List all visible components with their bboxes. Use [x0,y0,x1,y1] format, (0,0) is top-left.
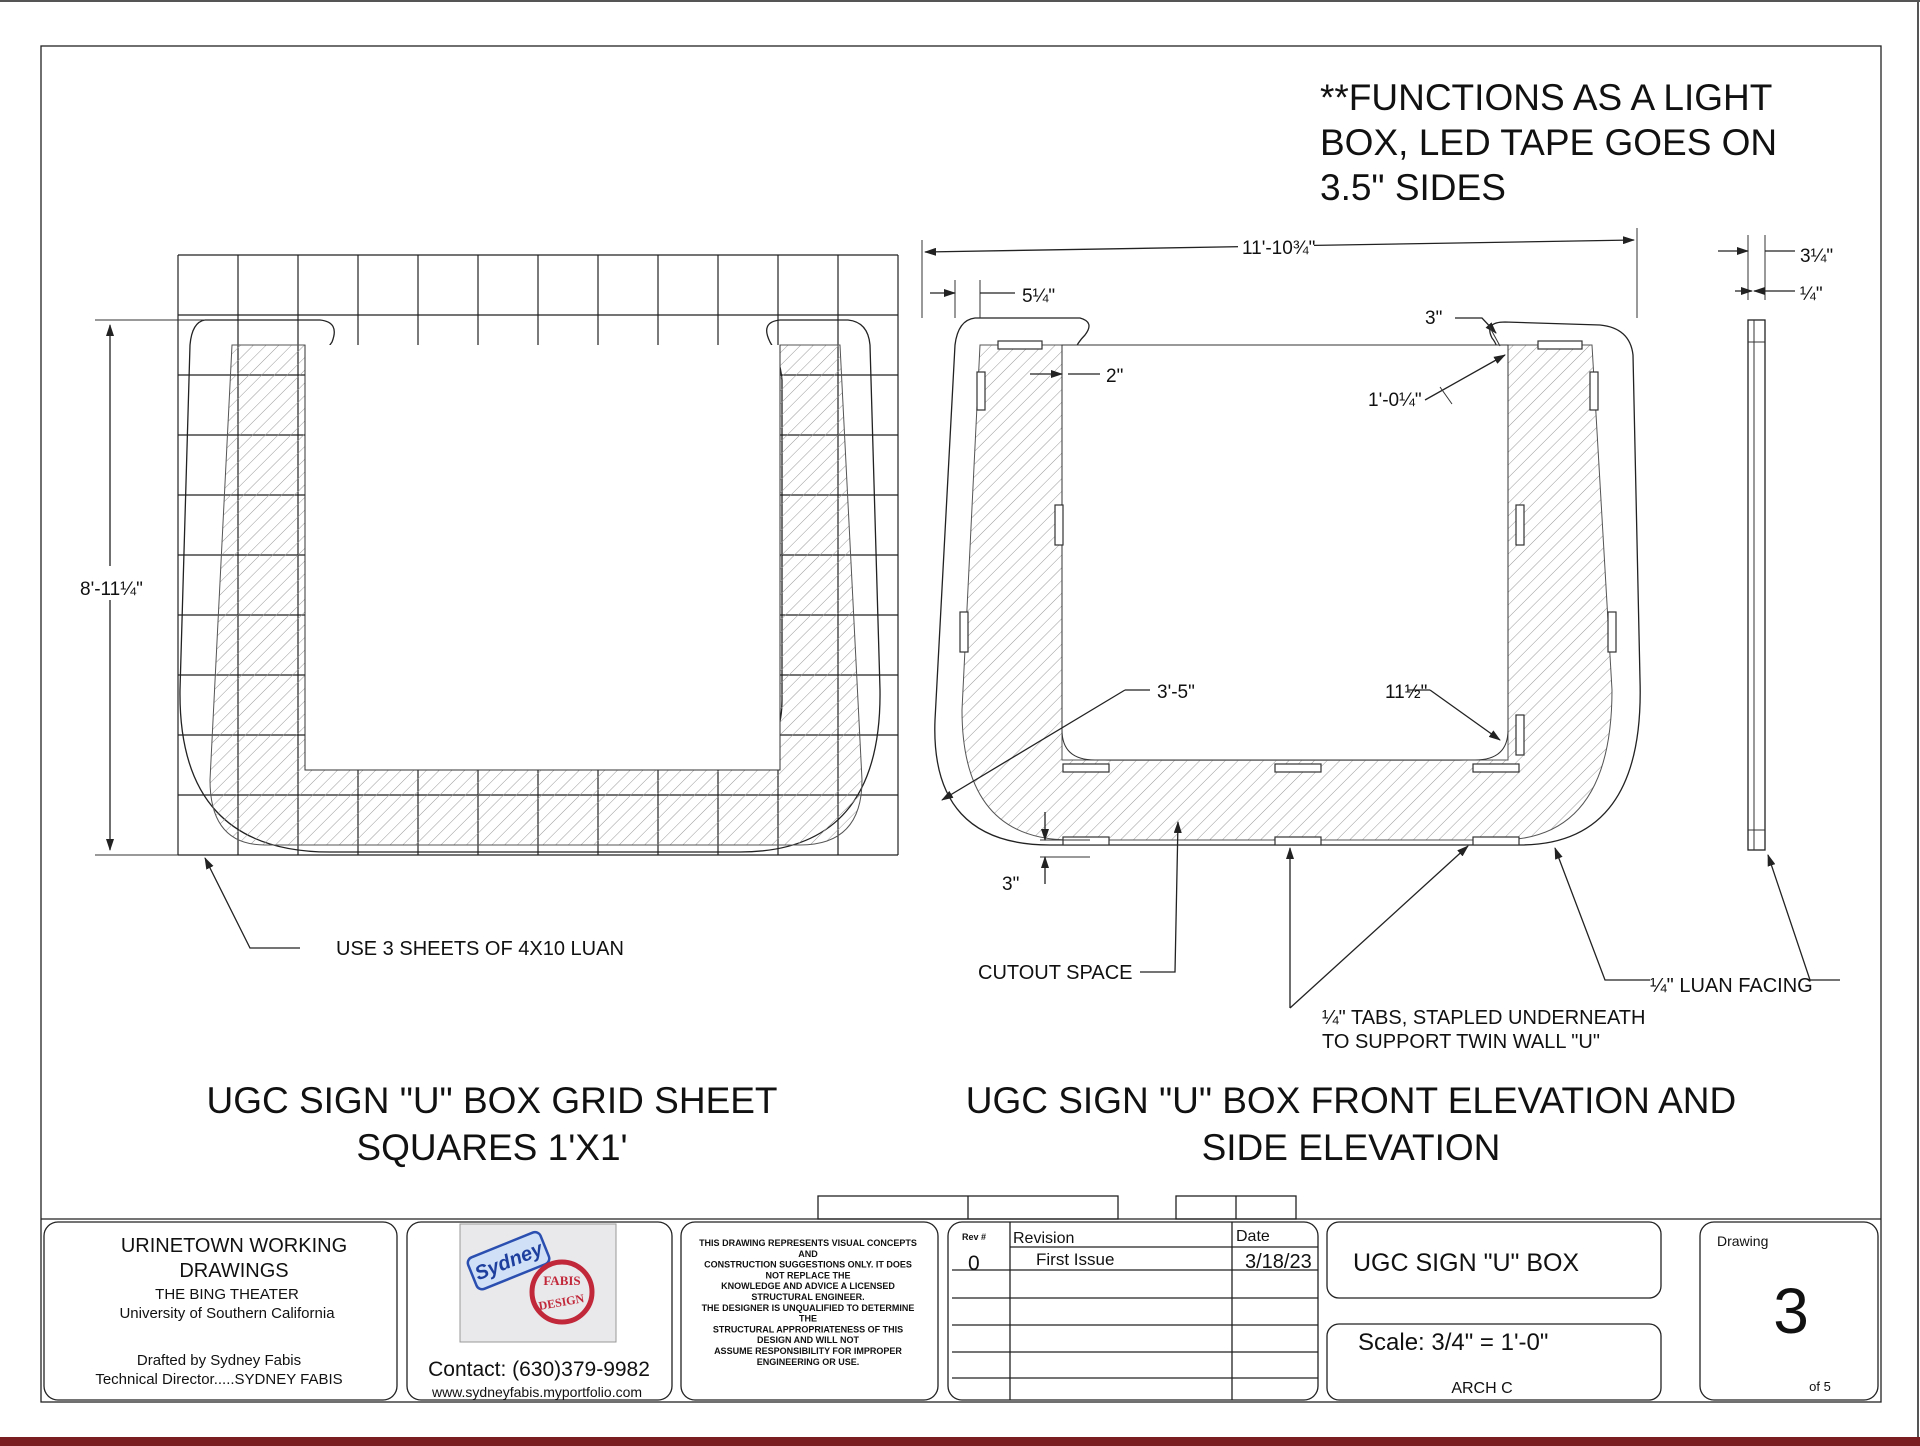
front-elevation-title-1: UGC SIGN "U" BOX FRONT ELEVATION AND [965,1080,1737,1121]
disclaimer-line: NOT REPLACE THE [765,1270,851,1281]
logo-word-1: Sydney [471,1238,547,1286]
grid-sheet-view [74,255,898,1168]
grid-luan-callout: USE 3 SHEETS OF 4X10 LUAN [336,938,624,960]
technical-director: Technical Director.....SYDNEY FABIS [95,1371,343,1388]
university-name: University of Southern California [119,1305,335,1322]
front-elevation-view [922,228,1813,1168]
drawing-label: Drawing [1717,1233,1769,1249]
callout-facing: ¼" LUAN FACING [1650,975,1813,997]
disclaimer-text [699,1238,917,1367]
note-line-1: **FUNCTIONS AS A LIGHT [1320,77,1773,118]
disclaimer-line: ENGINEERING OR USE. [756,1356,860,1367]
disclaimer-line: DESIGN AND WILL NOT [757,1335,859,1346]
sheet-title: UGC SIGN "U" BOX [1353,1249,1580,1277]
dim-inner-radius: 11½" [1385,682,1428,703]
callout-cutout: CUTOUT SPACE [978,962,1133,984]
dim-bottom-3: 3" [1002,874,1020,895]
disclaimer-line: CONSTRUCTION SUGGESTIONS ONLY. IT DOES [704,1259,912,1270]
disclaimer-line: KNOWLEDGE AND ADVICE A LICENSED [721,1281,895,1292]
dim-overall-width: 11'-10¾" [1242,238,1316,259]
callout-tabs-2: TO SUPPORT TWIN WALL "U" [1322,1031,1600,1053]
dim-outer-radius: 3'-5" [1157,682,1195,703]
of-total: of 5 [1809,1379,1831,1394]
grid-sheet-title-1: UGC SIGN "U" BOX GRID SHEET [206,1080,778,1121]
disclaimer-line: STRUCTURAL ENGINEER. [751,1292,865,1302]
grid-height-dim: 8'-11¼" [80,579,143,600]
revision-table [948,1222,1318,1400]
contact-phone: Contact: (630)379-9982 [428,1358,650,1381]
revision-header: Revision [1013,1230,1075,1247]
date-header: Date [1236,1228,1270,1245]
side-depth-dim: 3¼" [1800,246,1834,267]
side-facing-dim: ¼" [1800,284,1823,305]
disclaimer-line: THE [799,1313,817,1324]
disclaimer-line: THE DESIGNER IS UNQUALIFIED TO DETERMINE [701,1302,915,1313]
disclaimer-line: THIS DRAWING REPRESENTS VISUAL CONCEPTS [699,1238,917,1248]
disclaimer-line: AND [798,1248,818,1259]
project-line-2: DRAWINGS [179,1260,289,1282]
paper-size: ARCH C [1451,1380,1513,1397]
revision-text: First Issue [1036,1250,1115,1269]
drafted-by: Drafted by Sydney Fabis [136,1352,302,1369]
dim-left-arm: 5¼" [1022,286,1056,307]
note-line-2: BOX, LED TAPE GOES ON [1320,122,1778,163]
title-block [41,1196,1881,1400]
disclaimer-line: STRUCTURAL APPROPRIATENESS OF THIS [712,1324,904,1335]
scale: Scale: 3/4" = 1'-0" [1358,1329,1549,1356]
rev-header: Rev # [962,1232,987,1242]
theater-name: THE BING THEATER [155,1286,299,1303]
dim-gap: 2" [1106,366,1124,387]
note-line-3: 3.5" SIDES [1320,167,1506,208]
grid-sheet-title-2: SQUARES 1'X1' [356,1127,628,1168]
dim-arm-width: 1'-0¼" [1368,390,1422,411]
project-line-1: URINETOWN WORKING [120,1235,348,1257]
light-box-note [1320,77,1777,208]
dim-corner-3: 3" [1425,308,1443,329]
logo-word-3: DESIGN [537,1291,586,1313]
revision-date: 3/18/23 [1245,1251,1312,1273]
side-elevation-view [1718,235,1840,980]
disclaimer-line: ASSUME RESPONSIBILITY FOR IMPROPER [714,1346,902,1356]
rev-number: 0 [968,1252,980,1275]
logo-word-2: FABIS [543,1273,581,1288]
front-elevation-title-2: SIDE ELEVATION [1201,1127,1501,1168]
callout-tabs-1: ¼" TABS, STAPLED UNDERNEATH [1322,1007,1646,1029]
website: www.sydneyfabis.myportfolio.com [431,1384,643,1400]
drawing-number: 3 [1773,1275,1809,1347]
bottom-window-strip [0,1437,1920,1446]
